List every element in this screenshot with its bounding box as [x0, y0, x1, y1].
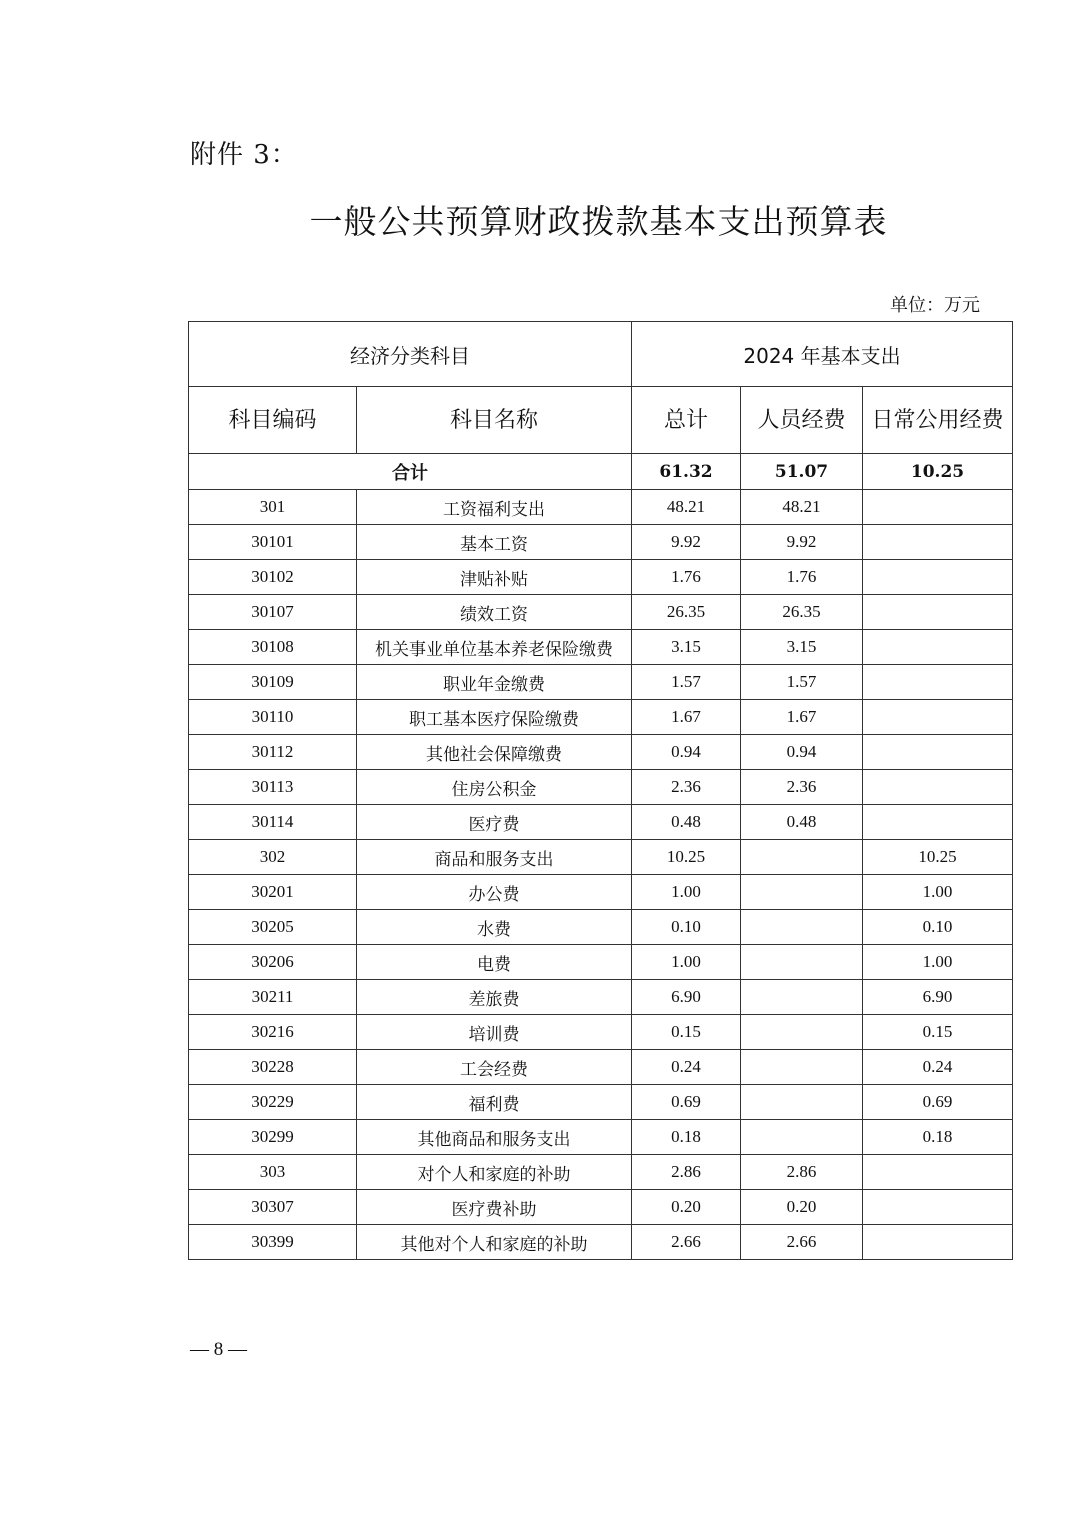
row-public: 0.10 [863, 910, 1013, 945]
row-total: 9.92 [632, 525, 741, 560]
row-name: 医疗费补助 [357, 1190, 632, 1225]
row-total: 26.35 [632, 595, 741, 630]
row-code: 30109 [189, 665, 357, 700]
row-name: 津贴补贴 [357, 560, 632, 595]
table-row [189, 525, 1013, 560]
row-code: 30229 [189, 1085, 357, 1120]
row-personnel: 1.57 [741, 665, 863, 700]
header-col-code: 科目编码 [189, 387, 357, 454]
row-public: 1.00 [863, 945, 1013, 980]
row-public [863, 525, 1013, 560]
row-public [863, 1155, 1013, 1190]
table-row [189, 560, 1013, 595]
row-code: 301 [189, 490, 357, 525]
row-total: 0.24 [632, 1050, 741, 1085]
unit-label: 单位：万元 [890, 295, 980, 316]
row-total: 0.10 [632, 910, 741, 945]
row-total: 1.00 [632, 875, 741, 910]
row-public [863, 595, 1013, 630]
row-personnel [741, 840, 863, 875]
row-personnel: 2.66 [741, 1225, 863, 1260]
row-public: 0.69 [863, 1085, 1013, 1120]
header-col-total: 总计 [632, 387, 741, 454]
row-total: 2.66 [632, 1225, 741, 1260]
page-title: 一般公共预算财政拨款基本支出预算表 [309, 202, 888, 241]
table-row [189, 700, 1013, 735]
row-public [863, 735, 1013, 770]
table-row [189, 875, 1013, 910]
total-personnel: 51.07 [741, 454, 863, 490]
row-name: 职工基本医疗保险缴费 [357, 700, 632, 735]
row-name: 绩效工资 [357, 595, 632, 630]
row-personnel [741, 1085, 863, 1120]
row-code: 30399 [189, 1225, 357, 1260]
row-code: 30114 [189, 805, 357, 840]
row-total: 0.69 [632, 1085, 741, 1120]
row-public [863, 1225, 1013, 1260]
row-total: 3.15 [632, 630, 741, 665]
row-total: 6.90 [632, 980, 741, 1015]
table-row [189, 1085, 1013, 1120]
row-code: 30101 [189, 525, 357, 560]
row-total: 0.15 [632, 1015, 741, 1050]
row-total: 48.21 [632, 490, 741, 525]
total-label: 合计 [189, 454, 632, 490]
row-public: 10.25 [863, 840, 1013, 875]
row-public: 6.90 [863, 980, 1013, 1015]
row-personnel [741, 910, 863, 945]
total-public: 10.25 [863, 454, 1013, 490]
table-row [189, 1120, 1013, 1155]
row-name: 培训费 [357, 1015, 632, 1050]
table-row [189, 910, 1013, 945]
row-total: 1.67 [632, 700, 741, 735]
row-code: 30108 [189, 630, 357, 665]
row-total: 0.18 [632, 1120, 741, 1155]
row-code: 303 [189, 1155, 357, 1190]
row-personnel: 1.67 [741, 700, 863, 735]
row-name: 办公费 [357, 875, 632, 910]
header-col-public: 日常公用经费 [863, 387, 1013, 454]
budget-table [188, 321, 1013, 1260]
row-total: 0.94 [632, 735, 741, 770]
row-public [863, 700, 1013, 735]
table-row [189, 840, 1013, 875]
row-public [863, 665, 1013, 700]
row-name: 工会经费 [357, 1050, 632, 1085]
table-row [189, 980, 1013, 1015]
row-total: 10.25 [632, 840, 741, 875]
row-public: 1.00 [863, 875, 1013, 910]
table-row [189, 665, 1013, 700]
row-personnel: 3.15 [741, 630, 863, 665]
row-code: 30112 [189, 735, 357, 770]
table-row [189, 595, 1013, 630]
row-name: 工资福利支出 [357, 490, 632, 525]
row-public [863, 630, 1013, 665]
table-row [189, 770, 1013, 805]
header-col-name: 科目名称 [357, 387, 632, 454]
table-row [189, 630, 1013, 665]
table-row [189, 805, 1013, 840]
row-code: 30102 [189, 560, 357, 595]
row-code: 30206 [189, 945, 357, 980]
row-code: 30299 [189, 1120, 357, 1155]
row-total: 1.00 [632, 945, 741, 980]
table-row [189, 1225, 1013, 1260]
table-row [189, 735, 1013, 770]
row-personnel [741, 875, 863, 910]
row-personnel: 2.86 [741, 1155, 863, 1190]
header-row-columns [189, 387, 1013, 454]
row-personnel [741, 1050, 863, 1085]
row-total: 1.76 [632, 560, 741, 595]
row-personnel [741, 1120, 863, 1155]
row-name: 其他社会保障缴费 [357, 735, 632, 770]
row-name: 差旅费 [357, 980, 632, 1015]
total-row [189, 454, 1013, 490]
row-total: 0.48 [632, 805, 741, 840]
row-total: 2.36 [632, 770, 741, 805]
row-code: 30201 [189, 875, 357, 910]
row-personnel: 0.48 [741, 805, 863, 840]
row-name: 商品和服务支出 [357, 840, 632, 875]
header-group-right: 2024 年基本支出 [632, 322, 1013, 387]
row-total: 2.86 [632, 1155, 741, 1190]
row-name: 其他商品和服务支出 [357, 1120, 632, 1155]
row-code: 30107 [189, 595, 357, 630]
row-personnel: 9.92 [741, 525, 863, 560]
row-personnel [741, 945, 863, 980]
row-total: 0.20 [632, 1190, 741, 1225]
row-code: 30228 [189, 1050, 357, 1085]
row-code: 30110 [189, 700, 357, 735]
table-row [189, 945, 1013, 980]
header-group-left: 经济分类科目 [189, 322, 632, 387]
row-name: 水费 [357, 910, 632, 945]
row-name: 机关事业单位基本养老保险缴费 [357, 630, 632, 665]
page-number: — 8 — [190, 1339, 247, 1360]
table-row [189, 1015, 1013, 1050]
row-personnel: 26.35 [741, 595, 863, 630]
row-name: 基本工资 [357, 525, 632, 560]
row-public: 0.18 [863, 1120, 1013, 1155]
row-name: 其他对个人和家庭的补助 [357, 1225, 632, 1260]
row-personnel: 1.76 [741, 560, 863, 595]
row-public [863, 490, 1013, 525]
row-personnel [741, 980, 863, 1015]
row-personnel: 2.36 [741, 770, 863, 805]
row-code: 30205 [189, 910, 357, 945]
row-public [863, 770, 1013, 805]
table-row [189, 1155, 1013, 1190]
table-row [189, 1050, 1013, 1085]
row-code: 30211 [189, 980, 357, 1015]
table-row [189, 490, 1013, 525]
row-personnel [741, 1015, 863, 1050]
row-code: 30307 [189, 1190, 357, 1225]
row-name: 职业年金缴费 [357, 665, 632, 700]
row-name: 福利费 [357, 1085, 632, 1120]
total-total: 61.32 [632, 454, 741, 490]
row-code: 302 [189, 840, 357, 875]
row-public [863, 805, 1013, 840]
row-name: 对个人和家庭的补助 [357, 1155, 632, 1190]
row-personnel: 0.94 [741, 735, 863, 770]
row-public [863, 1190, 1013, 1225]
header-col-personnel: 人员经费 [741, 387, 863, 454]
header-row-group [189, 322, 1013, 387]
row-name: 医疗费 [357, 805, 632, 840]
row-personnel: 0.20 [741, 1190, 863, 1225]
row-public: 0.15 [863, 1015, 1013, 1050]
row-public: 0.24 [863, 1050, 1013, 1085]
attachment-label: 附件 3： [190, 140, 298, 170]
row-name: 电费 [357, 945, 632, 980]
row-name: 住房公积金 [357, 770, 632, 805]
row-code: 30113 [189, 770, 357, 805]
table-row [189, 1190, 1013, 1225]
row-code: 30216 [189, 1015, 357, 1050]
row-public [863, 560, 1013, 595]
row-personnel: 48.21 [741, 490, 863, 525]
row-total: 1.57 [632, 665, 741, 700]
